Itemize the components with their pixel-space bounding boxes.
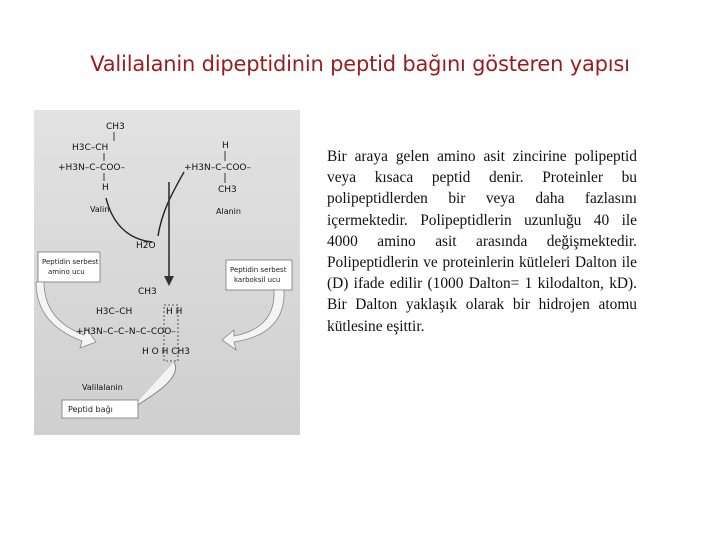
- dipeptide-bottom: H O H CH3: [142, 347, 190, 357]
- dipeptide-h3c-ch: H3C–CH: [96, 307, 133, 317]
- alanine-name: Alanin: [216, 207, 241, 216]
- label-box-carboxyl: [226, 260, 292, 290]
- label-box-amino: [38, 252, 100, 282]
- alanine-backbone: +H3N–C–COO–: [184, 163, 252, 173]
- slide-title: Valilalanin dipeptidinin peptid bağını gösteren yapısı: [90, 52, 630, 76]
- dipeptide-name: Valilalanin: [82, 383, 123, 392]
- peptide-bond-diagram: [34, 110, 300, 435]
- dipeptide-ch3: CH3: [138, 287, 157, 297]
- body-paragraph: Bir araya gelen amino asit zincirine polipeptid veya kısaca peptid denir. Proteinler bu polipeptidlerden bir veya daha fazlasını içermektedir. Polipeptidlerin uzunluğu 40 ile 4000 amino asit arasında değişmektedir. Polipeptidlerin ve proteinlerin kütleleri Dalton ile (D) ifade edilir (1000 Dalton= 1 kilodalton, kD). Bir Dalton yaklaşık olarak bir hidrojen atomu kütlesine eşittir.: [327, 148, 637, 335]
- valine-h: H: [102, 183, 109, 193]
- label-peptide-bond: Peptid bağı: [68, 405, 113, 414]
- dipeptide-figure: [34, 110, 300, 435]
- dipeptide-h-h: H H: [166, 307, 183, 317]
- dipeptide-backbone: +H3N–C–C–N–C–COO–: [76, 327, 176, 337]
- water-label: H2O: [136, 241, 156, 251]
- valine-backbone: +H3N–C–COO–: [58, 163, 126, 173]
- alanine-ch3: CH3: [218, 185, 237, 195]
- valine-ch3: CH3: [106, 122, 125, 132]
- valine-name: Valin: [90, 205, 110, 214]
- valine-h3c-ch: H3C–CH: [72, 143, 109, 153]
- alanine-h: H: [222, 141, 229, 151]
- label-amino: Peptidin serbest amino ucu: [42, 258, 99, 276]
- label-carboxyl: Peptidin serbest karboksil ucu: [230, 266, 287, 284]
